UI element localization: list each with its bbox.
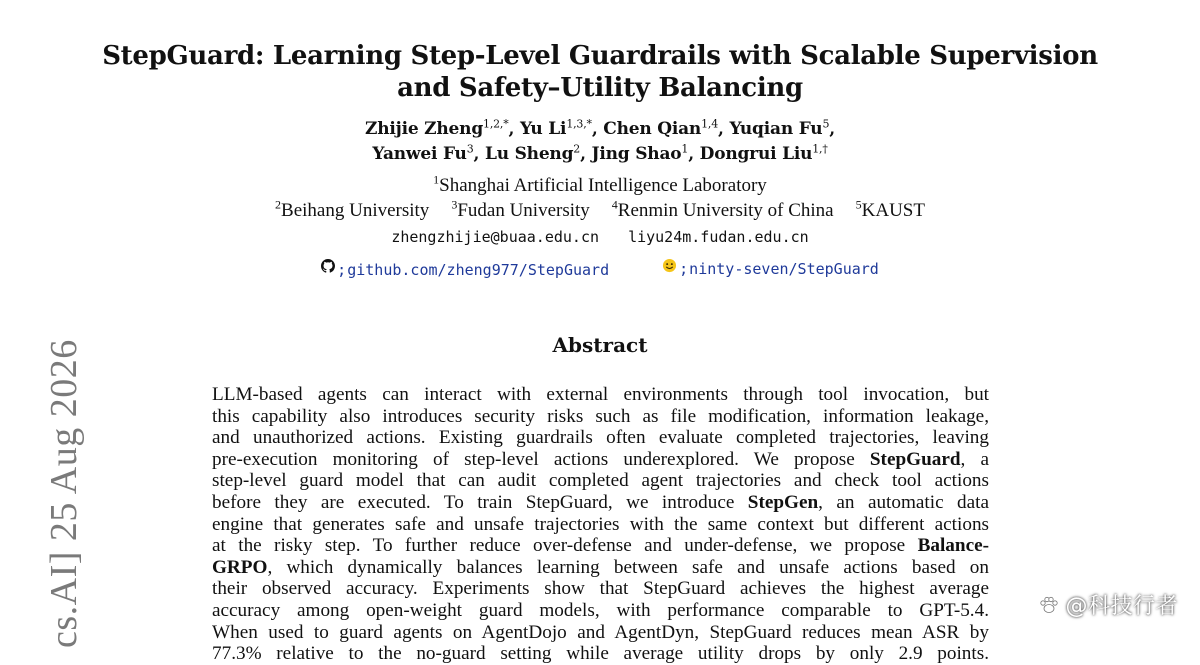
affiliation-sup: 3 bbox=[451, 197, 458, 212]
affiliation-sup: 5 bbox=[855, 197, 862, 212]
affiliation-sup: 2 bbox=[275, 197, 282, 212]
title-line-1: StepGuard: Learning Step-Level Guardrails with Scalable Supervision bbox=[102, 41, 1098, 71]
authors-line-2 bbox=[0, 142, 1200, 167]
abstract-line bbox=[212, 600, 989, 622]
author-sep: , bbox=[473, 144, 485, 164]
author-sup: 2 bbox=[573, 142, 581, 156]
affiliation-row bbox=[0, 199, 1200, 223]
affiliation-item bbox=[855, 197, 925, 221]
author-name: Zhijie Zheng bbox=[365, 119, 484, 139]
affiliation-sup: 1 bbox=[433, 172, 440, 187]
huggingface-url[interactable]: ninty-seven/StepGuard bbox=[689, 260, 879, 278]
author-list bbox=[0, 117, 1200, 167]
affiliation-name: Shanghai Artificial Intelligence Laboratory bbox=[439, 175, 767, 196]
abstract-line bbox=[212, 514, 989, 536]
affiliation-name: Renmin University of China bbox=[617, 200, 834, 221]
affiliation-name: KAUST bbox=[861, 200, 925, 221]
abstract-bold-term: StepGen bbox=[747, 491, 819, 513]
author-sep: , bbox=[829, 119, 835, 139]
abstract-line bbox=[212, 492, 989, 514]
affiliation-item bbox=[611, 197, 834, 221]
abstract-line bbox=[212, 406, 989, 428]
email-1[interactable]: zhengzhijie@buaa.edu.cn bbox=[391, 228, 600, 246]
affiliation-name: Beihang University bbox=[281, 200, 430, 221]
abstract-bold-term: GRPO bbox=[212, 556, 268, 578]
arxiv-sidebar-stamp: cs.AI] 25 Aug 2026 bbox=[43, 339, 85, 648]
author-sep: , bbox=[508, 119, 520, 139]
abstract-line bbox=[212, 427, 989, 449]
author-sup: 1,† bbox=[812, 142, 828, 156]
author-sep: , bbox=[580, 144, 592, 164]
github-url[interactable]: github.com/zheng977/StepGuard bbox=[347, 260, 610, 279]
abstract-text: pre-execution monitoring of step-level actions underexplored. We propose bbox=[212, 448, 870, 470]
github-sep: ; bbox=[337, 260, 347, 279]
abstract-text: accuracy among open-weight guard models, with performance comparable to GPT-5.4. bbox=[212, 599, 989, 621]
paw-icon bbox=[1037, 593, 1061, 617]
abstract-line bbox=[212, 578, 989, 600]
abstract-line bbox=[212, 643, 989, 665]
abstract-text: engine that generates safe and unsafe trajectories with the same context but different actions bbox=[212, 513, 989, 535]
abstract-text: LLM-based agents can interact with external environments through tool invocation, but bbox=[212, 384, 989, 405]
paper-title bbox=[0, 40, 1200, 104]
abstract-line bbox=[212, 470, 989, 492]
author-name: Dongrui Liu bbox=[699, 144, 813, 164]
hf-sep: ; bbox=[679, 260, 689, 278]
email-row bbox=[0, 226, 1200, 248]
author-sup: 1 bbox=[681, 142, 689, 156]
author-sep: , bbox=[718, 119, 730, 139]
huggingface-icon bbox=[662, 258, 677, 273]
author-name: Lu Sheng bbox=[484, 144, 574, 164]
huggingface-link[interactable] bbox=[662, 258, 879, 280]
author-name: Jing Shao bbox=[591, 144, 682, 164]
abstract-line bbox=[212, 535, 989, 557]
affiliation-name: Fudan University bbox=[457, 200, 590, 221]
abstract-line bbox=[212, 557, 989, 579]
github-icon bbox=[321, 259, 335, 273]
title-line-2: and Safety–Utility Balancing bbox=[397, 73, 803, 103]
author-sup: 1,4 bbox=[701, 117, 718, 131]
abstract-bold-term: Balance- bbox=[917, 535, 989, 557]
author-sup: 1,3,* bbox=[566, 117, 592, 131]
authors-line-1 bbox=[0, 117, 1200, 142]
abstract-line bbox=[212, 622, 989, 644]
author-sup: 1,2,* bbox=[483, 117, 509, 131]
abstract-text: , which dynamically balances learning between safe and unsafe actions based on bbox=[267, 556, 989, 578]
author-name: Yuqian Fu bbox=[729, 119, 823, 139]
abstract-line bbox=[212, 384, 989, 406]
author-name: Chen Qian bbox=[603, 119, 702, 139]
watermark bbox=[1037, 589, 1178, 620]
affiliation-item bbox=[451, 197, 590, 221]
watermark-text: @科技行者 bbox=[1065, 594, 1178, 619]
abstract-text: step-level guard model that can audit completed agent trajectories and check tool actions bbox=[212, 470, 989, 492]
abstract-text: When used to guard agents on AgentDojo and AgentDyn, StepGuard reduces mean ASR by bbox=[212, 621, 989, 643]
abstract-body bbox=[212, 384, 989, 665]
affiliation-sup: 4 bbox=[611, 197, 618, 212]
abstract-bold-term: StepGuard bbox=[869, 448, 961, 470]
abstract-text: before they are executed. To train StepGuard, we introduce bbox=[212, 491, 748, 513]
abstract-text: , an automatic data bbox=[818, 491, 989, 513]
author-sup: 5 bbox=[822, 117, 830, 131]
abstract-text: their observed accuracy. Experiments show that StepGuard achieves the highest average bbox=[212, 578, 989, 600]
link-row bbox=[0, 258, 1200, 283]
abstract-heading: Abstract bbox=[552, 333, 648, 357]
abstract-text: at the risky step. To further reduce over-defense and under-defense, we propose bbox=[212, 535, 918, 557]
abstract-line bbox=[212, 449, 989, 471]
affiliation-main bbox=[0, 174, 1200, 198]
abstract-text: 77.3% relative to the no-guard setting while average utility drops by only 2.9 points. bbox=[212, 643, 989, 665]
abstract-text: , a bbox=[960, 448, 989, 470]
abstract-text: this capability also introduces security risks such as file modification, information leakage, bbox=[212, 405, 989, 427]
abstract-text: and unauthorized actions. Existing guardrails often evaluate completed trajectories, leaving bbox=[212, 427, 989, 449]
author-sep: , bbox=[688, 144, 700, 164]
author-name: Yu Li bbox=[519, 119, 567, 139]
affiliation-item bbox=[275, 197, 430, 221]
email-2[interactable]: liyu24m.fudan.edu.cn bbox=[628, 228, 809, 246]
author-sep: , bbox=[591, 119, 604, 139]
author-name: Yanwei Fu bbox=[372, 144, 467, 164]
author-sup: 3 bbox=[466, 142, 474, 156]
github-link[interactable] bbox=[321, 259, 609, 281]
